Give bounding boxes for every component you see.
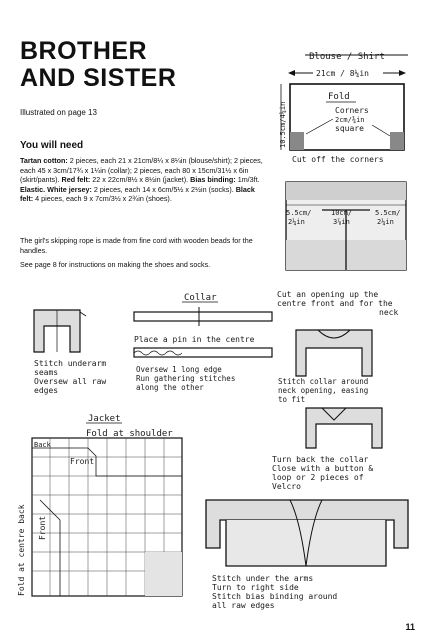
jacket-front-2: Front xyxy=(38,515,47,540)
rope-note: The girl's skipping rope is made from fine cord with wooden beads for the handles. xyxy=(20,236,253,255)
final-step-4: all raw edges xyxy=(212,601,275,610)
cut-opening-2: centre front and for the xyxy=(277,299,393,308)
underarm-4: edges xyxy=(34,386,59,395)
blouse-shape-diagram xyxy=(277,182,406,317)
underarm-1: Stitch underarm xyxy=(34,359,107,368)
material-label: Bias binding: xyxy=(190,175,236,185)
measure-mid-in: 3⅞in xyxy=(333,218,350,226)
turn-collar-diagram xyxy=(272,408,382,491)
material-label: Tartan cotton: xyxy=(20,156,68,165)
turn-collar-2: Close with a button & xyxy=(272,464,374,473)
stitch-collar-3: to fit xyxy=(278,395,306,404)
blouse-height: 10.5cm/4¼in xyxy=(279,101,287,148)
final-step-1: Stitch under the arms xyxy=(212,574,314,583)
measure-right: 5.5cm/ xyxy=(375,209,401,217)
jacket-front-1: Front xyxy=(70,457,95,466)
see-page-note: See page 8 for instructions on making the shoes and socks. xyxy=(20,260,211,269)
underarm-2: seams xyxy=(34,368,59,377)
stitch-collar-2: neck opening, easing xyxy=(278,386,369,395)
material-text: 2 pieces, each 21 x 21cm/8¼ x 8¼in (blouse/shirt); 2 pieces, each 45 x 3cm/17¾ x 1¼in (collar); 2 pieces, each 80 x 15cm/31½ x 6in (skirt/pants). xyxy=(20,156,263,185)
measure-left-in: 2¼in xyxy=(288,218,305,226)
measure-mid: 10cm/ xyxy=(331,209,353,217)
turn-collar-1: Turn back the collar xyxy=(272,455,369,464)
you-will-need-heading: You will need xyxy=(20,140,84,151)
cut-opening-3: neck xyxy=(379,308,399,317)
collar-diagram xyxy=(134,293,272,392)
corners-size: 2cm/¾in xyxy=(335,116,365,124)
material-text: 4 pieces, each 9 x 7cm/3½ x 2¾in (shoes). xyxy=(33,194,172,204)
pin-label: Place a pin in the centre xyxy=(134,335,255,344)
jacket-back: Back xyxy=(34,441,51,449)
material-text: 1m/3ft. xyxy=(235,175,260,185)
material-label: Black felt: xyxy=(20,184,255,204)
jacket-title: Jacket xyxy=(88,414,121,424)
final-step-2: Turn to right side xyxy=(212,583,299,592)
material-text: 22 x 22cm/8½ x 8½in (jacket). xyxy=(90,175,191,185)
illustrated-note: Illustrated on page 13 xyxy=(20,108,97,117)
corners-label: Corners xyxy=(335,106,369,115)
oversew-3: along the other xyxy=(136,383,204,392)
blouse-width: 21cm / 8¼in xyxy=(316,69,369,78)
fold-label: Fold xyxy=(328,92,350,102)
material-label: Elastic. White jersey: xyxy=(20,184,92,194)
corners-square: square xyxy=(335,124,364,133)
title-line-1: BROTHER xyxy=(20,37,148,65)
material-label: Red felt: xyxy=(61,175,91,185)
page-number: 11 xyxy=(405,622,415,632)
final-step-3: Stitch bias binding around xyxy=(212,592,338,601)
title-line-2: AND SISTER xyxy=(20,64,177,92)
jacket-final-diagram xyxy=(206,500,408,610)
stitch-collar-diagram xyxy=(278,330,372,404)
oversew-2: Run gathering stitches xyxy=(136,374,236,383)
blouse-fold-diagram xyxy=(279,52,408,164)
turn-collar-4: Velcro xyxy=(272,482,301,491)
fold-shoulder: Fold at shoulder xyxy=(86,429,173,439)
stitch-collar-1: Stitch collar around xyxy=(278,377,369,386)
collar-title: Collar xyxy=(184,293,217,303)
jacket-grid xyxy=(17,414,182,596)
turn-collar-3: loop or 2 pieces of xyxy=(272,473,364,482)
underarm-3: Oversew all raw xyxy=(34,377,107,386)
underarm-diagram xyxy=(34,310,106,395)
measure-right-in: 2¼in xyxy=(377,218,394,226)
cut-corners-label: Cut off the corners xyxy=(292,155,384,164)
oversew-1: Oversew 1 long edge xyxy=(136,365,222,374)
measure-left: 5.5cm/ xyxy=(286,209,312,217)
blouse-title: Blouse / Shirt xyxy=(309,52,385,62)
material-text: 2 pieces, each 14 x 6cm/5½ x 2½in (socks). xyxy=(91,184,236,194)
cut-opening-1: Cut an opening up the xyxy=(277,290,379,299)
fold-centre-back: Fold at centre back xyxy=(17,504,26,596)
